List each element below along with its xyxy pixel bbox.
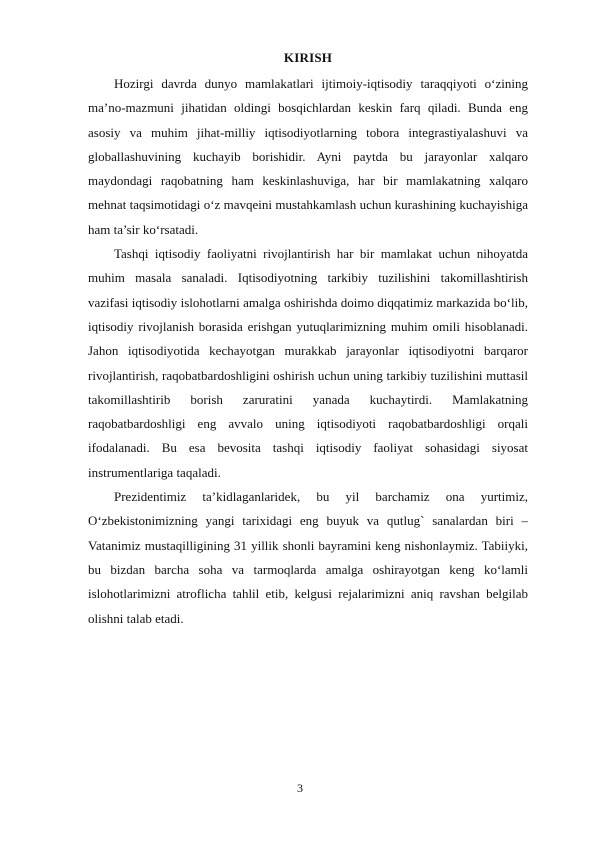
paragraph-3: Prezidentimiz ta’kidlaganlaridek, bu yil barchamiz ona yurtimiz, O‘zbekistonimizning yangi tarixidagi eng buyuk va qutlug` sanalardan biri – Vatanimiz mustaqilligining 31 yillik shonli bayramini keng nishonlaymiz. Tabiiyki, bu bizdan barcha soha va tarmoqlarda amalga oshirayotgan keng ko‘lamli islohotlarimizni atroflicha tahlil etib, kelgusi rejalarimizni aniq ravshan belgilab olishni talab etadi. (88, 489, 528, 626)
page-number: 3 (297, 781, 303, 795)
page-content (88, 46, 528, 631)
paragraph-1: Hozirgi davrda dunyo mamlakatlari ijtimoiy-iqtisodiy taraqqiyoti o‘zining ma’no-mazmuni jihatidan oldingi bosqichlardan keskin farq qiladi. Bunda eng asosiy va muhim jihat-milliy iqtisodiyotlarning tobora integrastiyalashuvi va globallashuvining kuchayib borishidir. Ayni paytda bu jarayonlar xalqaro maydondagi raqobatning ham keskinlashuviga, har bir mamlakatning xalqaro mehnat taqsimotidagi o‘z mavqeini mustahkamlash uchun kurashining kuchayishiga ham ta’sir ko‘rsatadi. (88, 76, 528, 237)
section-heading: KIRISH (283, 50, 333, 65)
paragraph-2: Tashqi iqtisodiy faoliyatni rivojlantirish har bir mamlakat uchun nihoyatda muhim masala sanaladi. Iqtisodiyotning tarkibiy tuzilishini takomillashtirish vazifasi iqtisodiy islohotlarni amalga oshirishda doimo diqqatimiz markazida bo‘lib, iqtisodiy rivojlanish borasida erishgan yutuqlarimizning muhim omili hisoblanadi. Jahon iqtisodiyotida kechayotgan murakkab jarayonlar iqtisodiyotni barqaror rivojlantirish, raqobatbardoshligini oshirish uchun uning tarkibiy tuzilishini muttasil takomillashtirib borish zaruratini yanada kuchaytirdi. Mamlakatning raqobatbardoshligi eng avvalo uning iqtisodiyoti raqobatbardoshligi orqali ifodalanadi. Bu esa bevosita tashqi iqtisodiy faoliyat sohasidagi siyosat instrumentlariga taqaladi. (88, 246, 528, 480)
